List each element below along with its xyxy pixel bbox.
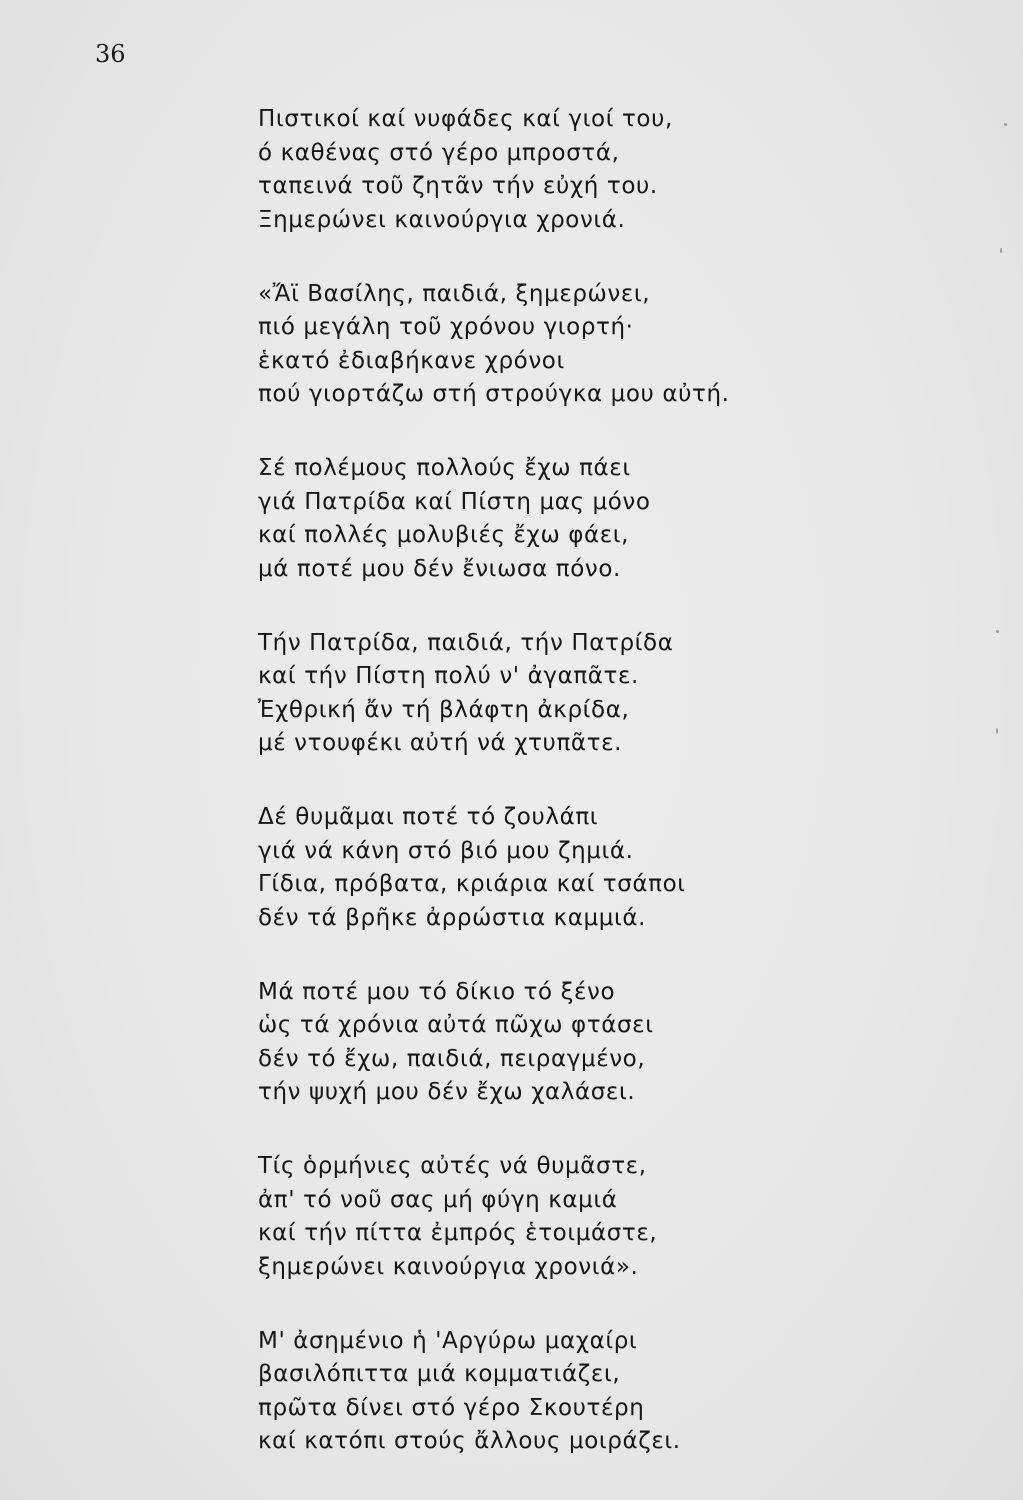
poem-line: ἀπ' τό νοῦ σας μή φύγη καμιά bbox=[258, 1186, 618, 1213]
poem-line: δέν τό ἔχω, παιδιά, πειραγμένο, bbox=[258, 1045, 646, 1072]
poem-line: ἑκατό ἐδιαβήκανε χρόνοι bbox=[258, 347, 565, 374]
poem-line: Τήν Πατρίδα, παιδιά, τήν Πατρίδα bbox=[258, 629, 674, 656]
stanza bbox=[258, 452, 958, 586]
poem-line: καί πολλές μολυβιές ἔχω φάει, bbox=[258, 522, 630, 548]
poem-line: Μά ποτέ μου τό δίκιο τό ξένο bbox=[258, 978, 616, 1005]
poem-line: «Ἄϊ Βασίλης, παιδιά, ξημερώνει, bbox=[258, 280, 651, 307]
poem-line: ξημερώνει καινούργια χρονιά». bbox=[258, 1253, 639, 1280]
poem-line: Δέ θυμᾶμαι ποτέ τό ζουλάπι bbox=[258, 804, 599, 830]
poem-line: Τίς ὁρμήνιες αὐτές νά θυμᾶστε, bbox=[258, 1153, 647, 1179]
poem-line: ὡς τά χρόνια αὐτά πῶχω φτάσει bbox=[258, 1012, 654, 1038]
stanza bbox=[258, 278, 958, 412]
poem-line: Μ' ἀσημένιο ἡ 'Αργύρω μαχαίρι bbox=[258, 1327, 638, 1354]
poem-line: Ξημερώνει καινούργια χρονιά. bbox=[258, 206, 626, 233]
poem-line: γιά νά κάνη στό βιό μου ζημιά. bbox=[258, 837, 634, 864]
stanza bbox=[258, 1150, 958, 1284]
stanza bbox=[258, 976, 958, 1110]
poem-line: ταπεινά τοῦ ζητᾶν τήν εὐχή του. bbox=[258, 173, 658, 199]
poem bbox=[258, 103, 958, 1499]
poem-line: καί κατόπι στούς ἄλλους μοιράζει. bbox=[258, 1428, 681, 1454]
stanza bbox=[258, 103, 958, 237]
paper-speck bbox=[996, 630, 999, 633]
stanza bbox=[258, 627, 958, 761]
poem-line: καί τήν πίττα ἐμπρός ἑτοιμάστε, bbox=[258, 1220, 658, 1246]
poem-line: δέν τά βρῆκε ἀρρώστια καμμιά. bbox=[258, 904, 647, 931]
poem-line: Γίδια, πρόβατα, κριάρια καί τσάποι bbox=[258, 871, 686, 897]
poem-line: πρῶτα δίνει στό γέρο Σκουτέρη bbox=[258, 1394, 645, 1421]
stanza bbox=[258, 801, 958, 935]
poem-line: μά ποτέ μου δέν ἔνιωσα πόνο. bbox=[258, 555, 621, 582]
poem-line: Σέ πολέμους πολλούς ἔχω πάει bbox=[258, 455, 631, 481]
poem-line: γιά Πατρίδα καί Πίστη μας μόνο bbox=[258, 488, 651, 515]
poem-line: καί τήν Πίστη πολύ ν' ἀγαπᾶτε. bbox=[258, 663, 639, 689]
poem-line: πιό μεγάλη τοῦ χρόνου γιορτή· bbox=[258, 314, 634, 340]
poem-line: πού γιορτάζω στή στρούγκα μου αὐτή. bbox=[258, 381, 730, 407]
poem-line: μέ ντουφέκι αὐτή νά χτυπᾶτε. bbox=[258, 730, 623, 756]
paper-speck bbox=[1000, 248, 1002, 253]
stanza bbox=[258, 1325, 958, 1459]
paper-speck bbox=[1004, 123, 1007, 126]
poem-line: Ἐχθρική ἄν τή βλάφτη ἀκρίδα, bbox=[258, 696, 630, 723]
paper-speck bbox=[996, 728, 998, 734]
poem-line: τήν ψυχή μου δέν ἔχω χαλάσει. bbox=[258, 1079, 636, 1105]
poem-line: Πιστικοί καί νυφάδες καί γιοί του, bbox=[258, 106, 673, 132]
poem-line: ό καθένας στό γέρο μπροστά, bbox=[258, 139, 620, 166]
page-number: 36 bbox=[95, 40, 126, 68]
poem-line: βασιλόπιττα μιά κομματιάζει, bbox=[258, 1361, 621, 1387]
